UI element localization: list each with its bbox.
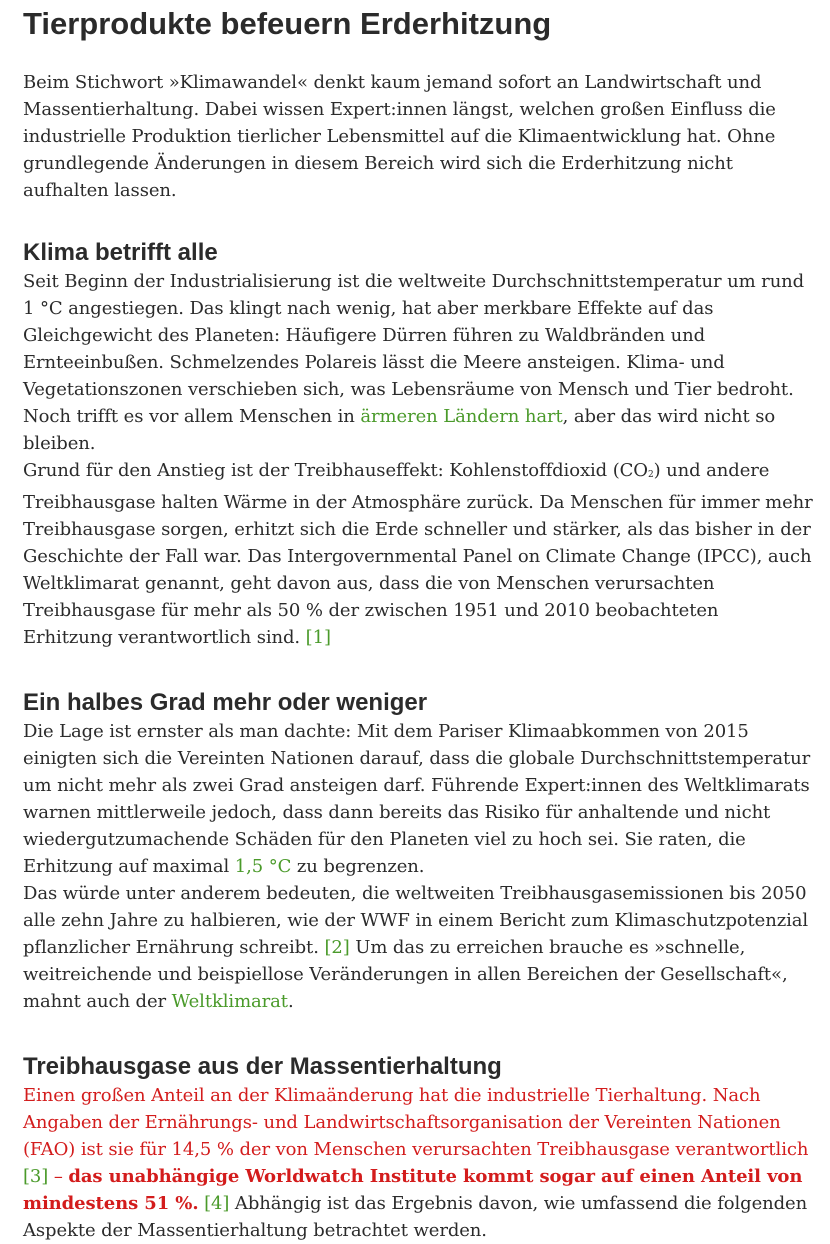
reference-link-4[interactable]: [4]: [204, 1193, 230, 1214]
reference-link-2[interactable]: [2]: [324, 937, 350, 958]
link-weltklimarat[interactable]: Weltklimarat: [171, 991, 288, 1012]
reference-link-3[interactable]: [3]: [23, 1166, 49, 1187]
section-heading-treibhausgase: Treibhausgase aus der Massentierhaltung: [23, 1053, 502, 1080]
link-1-5-grad[interactable]: 1,5 °C: [234, 856, 292, 877]
section-grad-paragraph-2: Das würde unter anderem bedeuten, die weltweiten Treibhausgasemissionen bis 2050 alle zehn Jahre zu halbieren, wie der WWF in einem Bericht zum Klimaschutzpotenzial pflanzlicher Ernährung schreibt. [2] Um das zu erreichen brauche es »schnelle, weitreichende und beispiellose Veränderungen in allen Bereichen der Gesellschaft«, mahnt auch der Weltklimarat.: [23, 883, 809, 1012]
article: [0, 4, 813, 1244]
section-grad-paragraph-1: Die Lage ist ernster als man dachte: Mit dem Pariser Klimaabkommen von 2015 einigten sich die Vereinten Nationen darauf, dass die globale Durchschnittstemperatur um nicht mehr als zwei Grad ansteigen darf. Führende Expert:innen des Weltklimarats warnen mittlerweile jedoch, dass dann bereits das Risiko für anhaltende und nicht wiedergutzumachende Schäden für den Planeten viel zu hoch sei. Sie raten, die Erhitzung auf maximal 1,5 °C zu begrenzen.: [23, 721, 811, 877]
link-aermere-laender[interactable]: ärmeren Ländern hart: [360, 406, 563, 427]
section-klima-paragraph-1: Seit Beginn der Industrialisierung ist die weltweite Durchschnittstemperatur um rund 1 °C angestiegen. Das klingt nach wenig, hat aber merkbare Effekte auf das Gleichgewicht des Planeten: Häufigere Dürren führen zu Waldbränden und Ernteeinbußen. Schmelzendes Polareis lässt die Meere ansteigen. Klima- und Vegetationszonen verschieben sich, was Lebensräume von Mensch und Tier bedroht. Noch trifft es vor allem Menschen in ärmeren Ländern hart, aber das wird nicht so bleiben.: [23, 271, 805, 454]
intro-paragraph: Beim Stichwort »Klimawandel« denkt kaum jemand sofort an Landwirtschaft und Massentierhaltung. Dabei wissen Expert:innen längst, welchen großen Einfluss die industrielle Produktion tierlicher Lebensmittel auf die Klimaentwicklung hat. Ohne grundlegende Änderungen in diesem Bereich wird sich die Erderhitzung nicht aufhalten lassen.: [23, 72, 776, 201]
highlight-worldwatch: das unabhängige Worldwatch Institute kommt sogar auf einen Anteil von mindestens 51 %.: [23, 1166, 803, 1214]
page-title: Tierprodukte befeuern Erderhitzung: [23, 6, 552, 41]
section-heading-klima: Klima betrifft alle: [23, 239, 218, 266]
section-klima-paragraph-2: Grund für den Anstieg ist der Treibhauseffekt: Kohlenstoffdioxid $(CO_2)$ und andere Treibhausgase halten Wärme in der Atmosphäre zurück. Da Menschen für immer mehr Treibhausgase sorgen, erhitzt sich die Erde schneller und stärker, als das bisher in der Geschichte der Fall war. Das Intergovernmental Panel on Climate Change (IPCC), auch Weltklimarat genannt, geht davon aus, dass die von Menschen verursachten Treibhausgase für mehr als 50 % der zwischen 1951 und 2010 beobachteten Erhitzung verantwortlich sind. [1]: [23, 460, 813, 648]
section-treibhaus-paragraph-1: Einen großen Anteil an der Klimaänderung hat die industrielle Tierhaltung. Nach Angaben der Ernährungs- und Landwirtschaftsorganisation der Vereinten Nationen (FAO) ist sie für 14,5 % der von Menschen verursachten Treibhausgase verantwortlich [3] – das unabhängige Worldwatch Institute kommt sogar auf einen Anteil von mindestens 51 %. [4] Abhängig ist das Ergebnis davon, wie umfassend die folgenden Aspekte der Massentierhaltung betrachtet werden.: [23, 1085, 809, 1241]
reference-link-1[interactable]: [1]: [305, 627, 331, 648]
section-heading-halbes-grad: Ein halbes Grad mehr oder weniger: [23, 689, 428, 716]
